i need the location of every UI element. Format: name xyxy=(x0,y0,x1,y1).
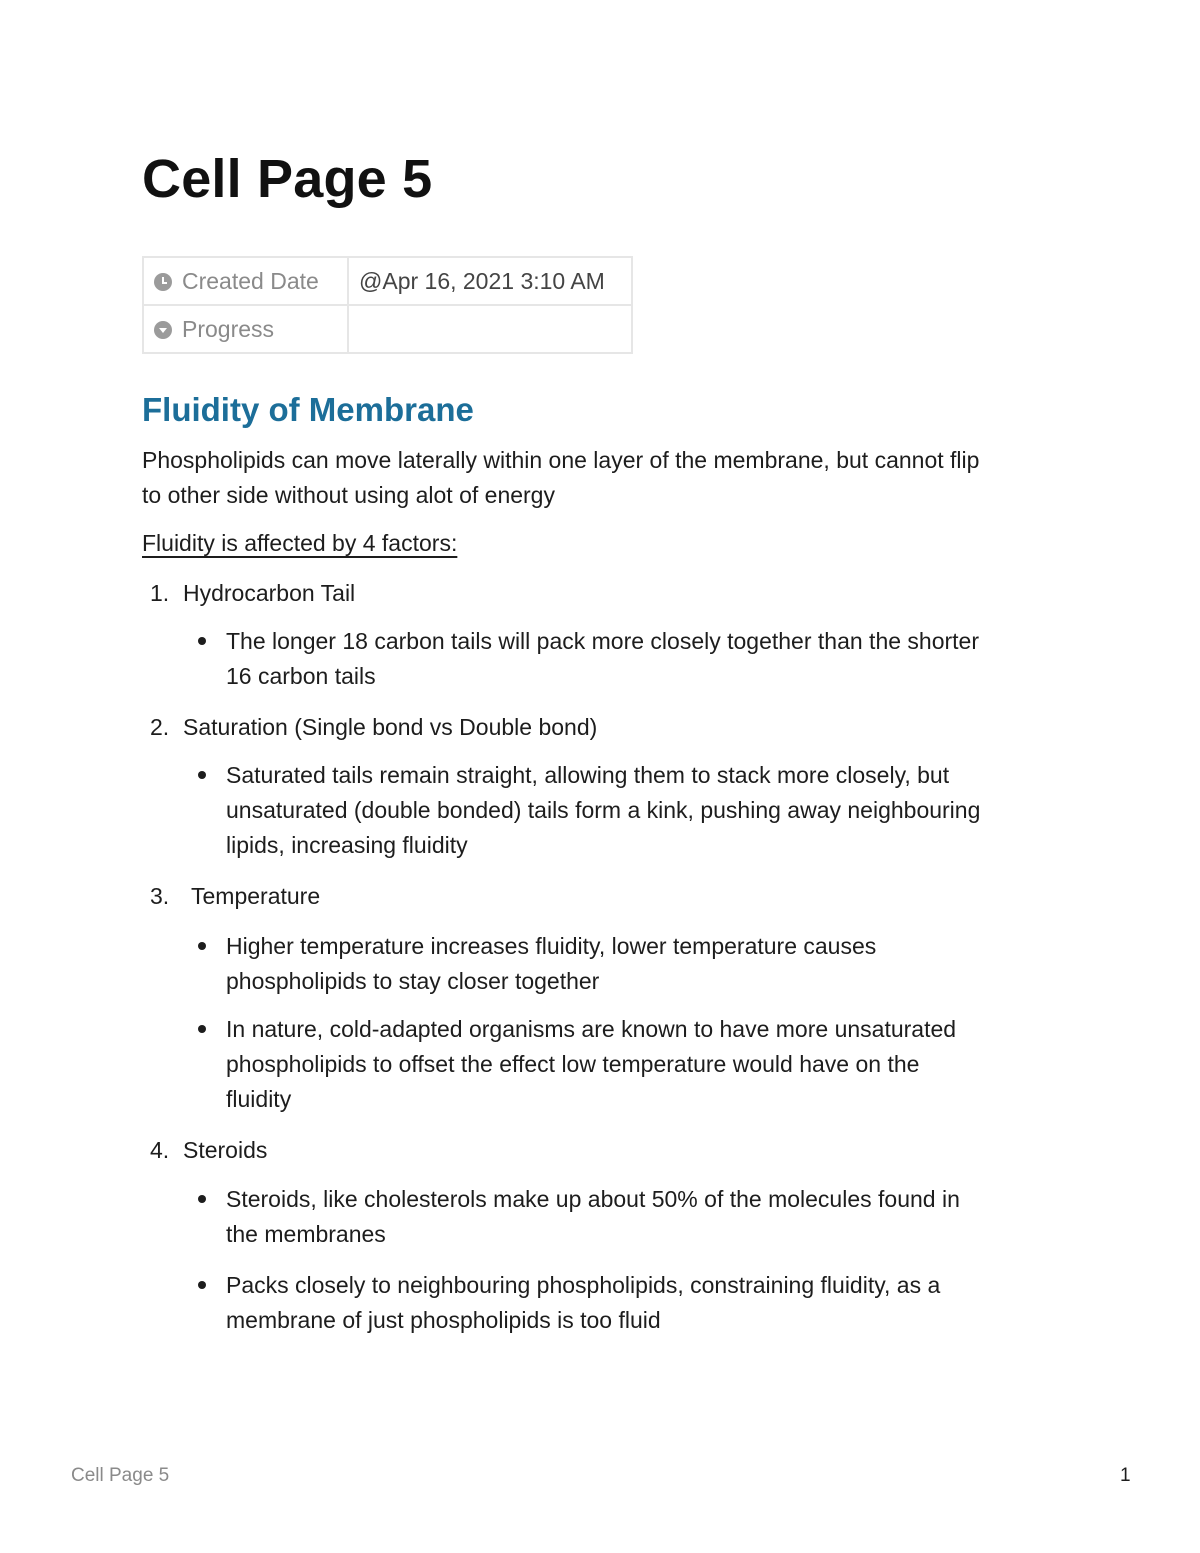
property-row-created-date xyxy=(143,257,632,305)
select-icon xyxy=(154,321,172,339)
bullet-icon xyxy=(198,771,206,779)
bullet-text-line: Saturated tails remain straight, allowing them to stack more closely, but xyxy=(226,762,950,788)
bullet-text-line: 16 carbon tails xyxy=(226,663,376,689)
list-number: 3. xyxy=(150,883,170,909)
page-number: 1 xyxy=(1120,1465,1131,1486)
property-key xyxy=(143,257,348,305)
list-item-label: Saturation (Single bond vs Double bond) xyxy=(183,714,598,740)
property-key xyxy=(143,305,348,353)
list-item-label: Steroids xyxy=(183,1137,268,1163)
bullet-text-line: fluidity xyxy=(226,1086,292,1112)
property-value[interactable] xyxy=(348,305,632,353)
intro-line: Phospholipids can move laterally within one layer of the membrane, but cannot flip xyxy=(142,447,980,473)
bullet-text-line: the membranes xyxy=(226,1221,386,1247)
intro-line: to other side without using alot of energy xyxy=(142,482,555,508)
list-number: 2. xyxy=(150,714,170,740)
bullet-text-line: phospholipids to stay closer together xyxy=(226,968,600,994)
list-number: 1. xyxy=(150,580,170,606)
property-value[interactable]: @Apr 16, 2021 3:10 AM xyxy=(348,257,632,305)
factors-label: Fluidity is affected by 4 factors: xyxy=(142,530,458,556)
list-item-label: Hydrocarbon Tail xyxy=(183,580,356,606)
section-heading: Fluidity of Membrane xyxy=(142,391,474,428)
page-title: Cell Page 5 xyxy=(142,149,433,209)
list-number: 4. xyxy=(150,1137,170,1163)
footer-title: Cell Page 5 xyxy=(71,1465,170,1486)
property-row-progress xyxy=(143,305,632,353)
bullet-icon xyxy=(198,637,206,645)
bullet-text-line: Higher temperature increases fluidity, lower temperature causes xyxy=(226,933,877,959)
bullet-icon xyxy=(198,1281,206,1289)
bullet-text-line: The longer 18 carbon tails will pack more closely together than the shorter xyxy=(226,628,980,654)
bullet-text-line: unsaturated (double bonded) tails form a kink, pushing away neighbouring xyxy=(226,797,981,823)
bullet-text-line: lipids, increasing fluidity xyxy=(226,832,468,858)
clock-icon xyxy=(154,273,172,291)
bullet-text-line: Packs closely to neighbouring phospholipids, constraining fluidity, as a xyxy=(226,1272,941,1298)
list-item-label: Temperature xyxy=(191,883,321,909)
bullet-text-line: phospholipids to offset the effect low temperature would have on the xyxy=(226,1051,920,1077)
bullet-icon xyxy=(198,942,206,950)
properties-table xyxy=(142,256,633,354)
bullet-text-line: membrane of just phospholipids is too fluid xyxy=(226,1307,661,1333)
bullet-icon xyxy=(198,1195,206,1203)
property-label: Created Date xyxy=(182,267,319,294)
property-label: Progress xyxy=(182,315,275,342)
bullet-icon xyxy=(198,1025,206,1033)
bullet-text-line: In nature, cold-adapted organisms are known to have more unsaturated xyxy=(226,1016,957,1042)
bullet-text-line: Steroids, like cholesterols make up about 50% of the molecules found in xyxy=(226,1186,960,1212)
